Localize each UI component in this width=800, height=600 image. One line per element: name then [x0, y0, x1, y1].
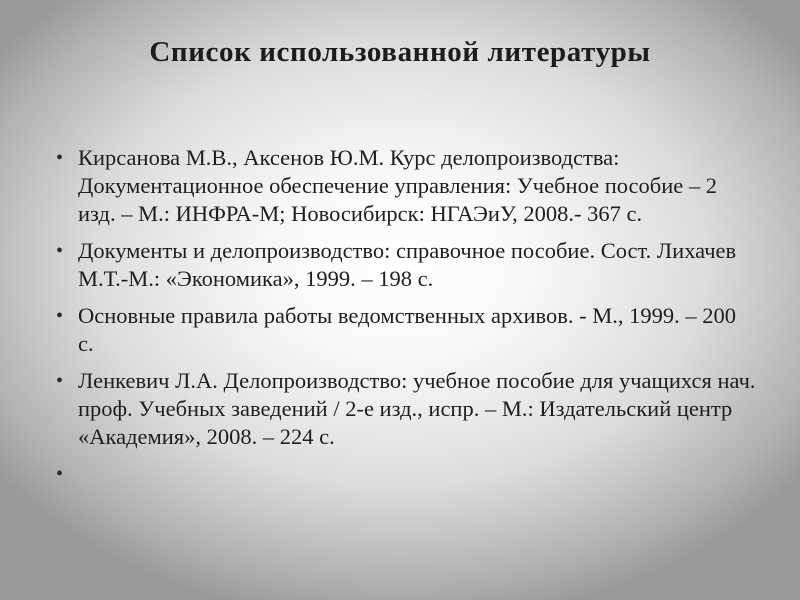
reference-text: Кирсанова М.В., Аксенов Ю.М. Курс делопроизводства: Документационное обеспечение управления: Учебное пособие – 2 изд. – М.: ИНФРА-М; Новосибирск: НГАЭиУ, 2008.- 367 с.: [78, 145, 718, 226]
reference-text: Основные правила работы ведомственных архивов. - М., 1999. – 200 с.: [78, 303, 736, 356]
reference-text: Документы и делопроизводство: справочное пособие. Сост. Лихачев М.Т.-М.: «Экономика», 1999. – 198 с.: [78, 238, 737, 291]
reference-item: [56, 144, 756, 228]
reference-list: [56, 144, 756, 485]
reference-item: [56, 237, 756, 293]
reference-item: [56, 367, 756, 451]
bullet-icon: •: [56, 463, 64, 485]
reference-item: [56, 302, 756, 358]
bullet-icon: •: [56, 147, 64, 169]
bullet-icon: •: [56, 370, 64, 392]
slide-title: Список использованной литературы: [149, 36, 651, 68]
bullet-icon: •: [56, 305, 64, 327]
reference-text: Ленкевич Л.А. Делопроизводство: учебное пособие для учащихся нач. проф. Учебных заведений / 2-е изд., испр. – М.: Издательский центр «Академия», 2008. – 224 с.: [78, 368, 756, 449]
bullet-icon: •: [56, 240, 64, 262]
